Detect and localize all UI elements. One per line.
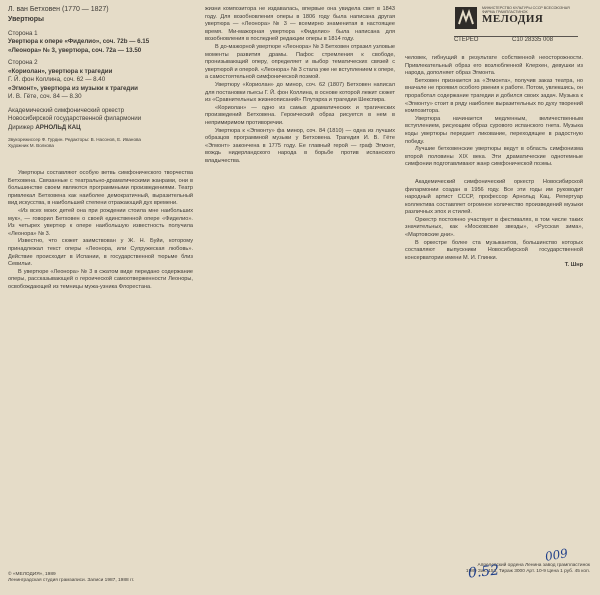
orchestra-line2: Новосибирской государственной филармонии xyxy=(8,115,142,122)
side2-label: Сторона 2 xyxy=(8,59,38,66)
side1-track1: Увертюра к опере «Фиделио», соч. 72b — 6.15 xyxy=(8,38,150,45)
brand-name: МЕЛОДИЯ xyxy=(482,13,544,25)
melodiya-logo xyxy=(454,6,579,30)
side2-track1-detail: Г. Й. фон Коллина, соч. 62 — 8.40 xyxy=(8,76,106,83)
ministry-text: МИНИСТЕРСТВО КУЛЬТУРЫ СССР ВСЕСОЮЗНАЯ ФИРМА ГРАМПЛАСТИНОК xyxy=(482,6,570,14)
stereo-label: СТЕРЕО xyxy=(454,37,479,43)
melodiya-logo-icon xyxy=(454,6,478,30)
col2-paragraph: В до-мажорной увертюре «Леонора» № 3 Бетховен отразил узловые моменты развития драмы. Пафос стремления к свободе, пронизывающий оперу, определяет и выбор тематических связей с увертюрой и оперой. «Леонора» № 3 стала уже не вступлением к опере, а самостоятельной симфонической поэмой. xyxy=(205,43,395,81)
side2-track2: «Эгмонт», увертюра из музыки к трагедии xyxy=(8,84,138,92)
handwritten-price: 0.52 xyxy=(467,562,500,582)
col3-paragraph: Бетховен признается за «Эгмонта», получив заказ театра, но вначале не проявил особого рвения к работе. Потом, увлекшись, он проработал содержание трагедии и добился своих задач. Музыка к «Эгмонту» стоит в ряду наиболее выразительных по духу творений композитора. xyxy=(405,77,583,115)
col2-paragraph: Увертюра к «Эгмонту» фа минор, соч. 84 (1810) — одна из лучших образцов программной музыки у Бетховена. Трагедия И. В. Гёте «Эгмонт» закончена в 1775 году. Ее главный герой — граф Эгмонт, вождь нидерландского народа в борьбе против испанского владычества. xyxy=(205,127,395,164)
header-block xyxy=(8,6,188,149)
col1-paragraph: Увертюры составляют особую ветвь симфонического творчества Бетховена. Связанные с театрально-драматическими жанрами, они в большинстве своем являются программными произведениями. Театр привлекал Бетховена как наиболее демократичный, выразительный вид искусства, в наибольшей степени отражающий дух времени. xyxy=(8,170,193,207)
conductor-line xyxy=(8,124,188,133)
column-1 xyxy=(8,170,193,292)
side1-track2: «Леонора» № 3, увертюра, соч. 72а — 13.50 xyxy=(8,46,142,54)
col1-paragraph: Известно, что сюжет заимствован у Ж. Н. Буйи, которому принадлежал текст оперы «Леонора, или Супружеская любовь». Действие происходит в Испании, в государственной тюрьме близ Севильи. xyxy=(8,238,193,268)
conductor-label: Дирижер xyxy=(8,123,34,131)
print-info: 1989 Зак. 153. Тираж 3000 Арт. 10-9 Цена 1 руб. 45 коп. xyxy=(465,569,590,574)
col2-paragraph: «Кориолан» — одно из самых драматических и трагических произведений Бетховена. Героический образ рисуется в нем в непримиримом противоречии. xyxy=(205,104,395,126)
studio-note: Ленинградская студия грамзаписи. Записи 1987, 1988 гг. xyxy=(8,578,135,583)
col2-paragraph: Увертюру «Кориолан» до минор, соч. 62 (1807) Бетховен написал для постановки пьесы Г. Й. фон Коллина, в основе которой лежит сюжет из «Сравнительных жизнеописаний» Плутарха и трагедии Шекспира. xyxy=(205,81,395,104)
credits-line1: Звукорежиссер Ф. Гурдин. Редакторы: В. Насонов, Е. Иванова xyxy=(8,137,141,142)
col1-paragraph: В увертюре «Леонора» № 3 в сжатом виде передано содержание оперы, рассказывающей о героической самоотверженности Леоноры, освобождающей из темницы мужа-узника Флорестана. xyxy=(8,268,193,290)
column-2 xyxy=(205,6,395,165)
footer-left xyxy=(8,572,208,584)
copyright: © «МЕЛОДИЯ», 1989 xyxy=(8,572,56,577)
author-signature: Т. Шнр xyxy=(564,262,583,269)
col3-paragraph: В оркестре более ста музыкантов, большинство которых составляют выпускники Новосибирской государственной консерватории имени М. И. Глинки. xyxy=(405,239,583,261)
side2-track1: «Кориолан», увертюра к трагедии xyxy=(8,67,113,75)
credits-line2: Художник М. Волкова xyxy=(8,143,54,148)
col3-paragraph: человек, гибнущий в результате собственной неосторожности. Привлекательный образ его возлюбленной Клерхен, девушки из народа, дополняет образ Эгмонта. xyxy=(405,55,583,77)
col1-paragraph: «Из всех моих детей она при рождении стоила мне наибольших мук», — говорил Бетховен о своей единственной опере «Фиделио». Из четырех увертюр к опере наибольшую известность получила «Леонора» № 3. xyxy=(8,207,193,237)
composer: Л. ван Бетховен (1770 — 1827) xyxy=(8,6,109,13)
catalog-number: С10 28335 008 xyxy=(512,37,554,43)
album-title: Увертюры xyxy=(8,15,45,23)
col3-paragraph: Академический симфонический оркестр Новосибирской филармонии создан в 1956 году. Все эти годы им руководит народный артист СССР, профессор Арнольд Кац. Репертуар коллектива составляет огромное количество произведений музыки различных эпох и стилей. xyxy=(405,178,583,216)
col3-paragraph: Увертюра начинается медленным, величественным вступлением, рисующим образ сурового испанского гнета. Музыка коды увертюры передает ликование, переходящее в радостную победу. xyxy=(405,115,583,145)
side2-track2-detail: И. В. Гёте, соч. 84 — 8.30 xyxy=(8,93,82,100)
handwritten-code: 009 xyxy=(543,546,569,564)
col3-paragraph: Лучшие бетховенские увертюры ведут в область симфонизма второй половины XIX века. Эти драматические однотемные симфонии подготавливают жанр симфонической поэмы. xyxy=(405,146,583,168)
side1-label: Сторона 1 xyxy=(8,29,38,37)
factory-line: Апрелевский ордена Ленина завод грампластинок xyxy=(477,563,590,568)
column-3 xyxy=(405,55,583,270)
orchestra-line1: Академический симфонический оркестр xyxy=(8,106,125,114)
conductor-name: АРНОЛЬД КАЦ xyxy=(35,123,81,131)
col2-paragraph: жизни композитора не издавалась, впервые она увидела свет в 1843 году. Для возобновления оперы в 1806 году была написана другая увертюра — «Леонора» № 3 — всемирно знаменитая в настоящее время. Ми-мажорная увертюра «Фиделио» была написана для возобновления в последней редакции оперы в 1814 году. xyxy=(205,6,395,43)
col3-paragraph: Оркестр постоянно участвует в фестивалях, в том числе таких значительных, как «Московские звезды», «Русская зима», «Мартовские дни». xyxy=(405,216,583,239)
